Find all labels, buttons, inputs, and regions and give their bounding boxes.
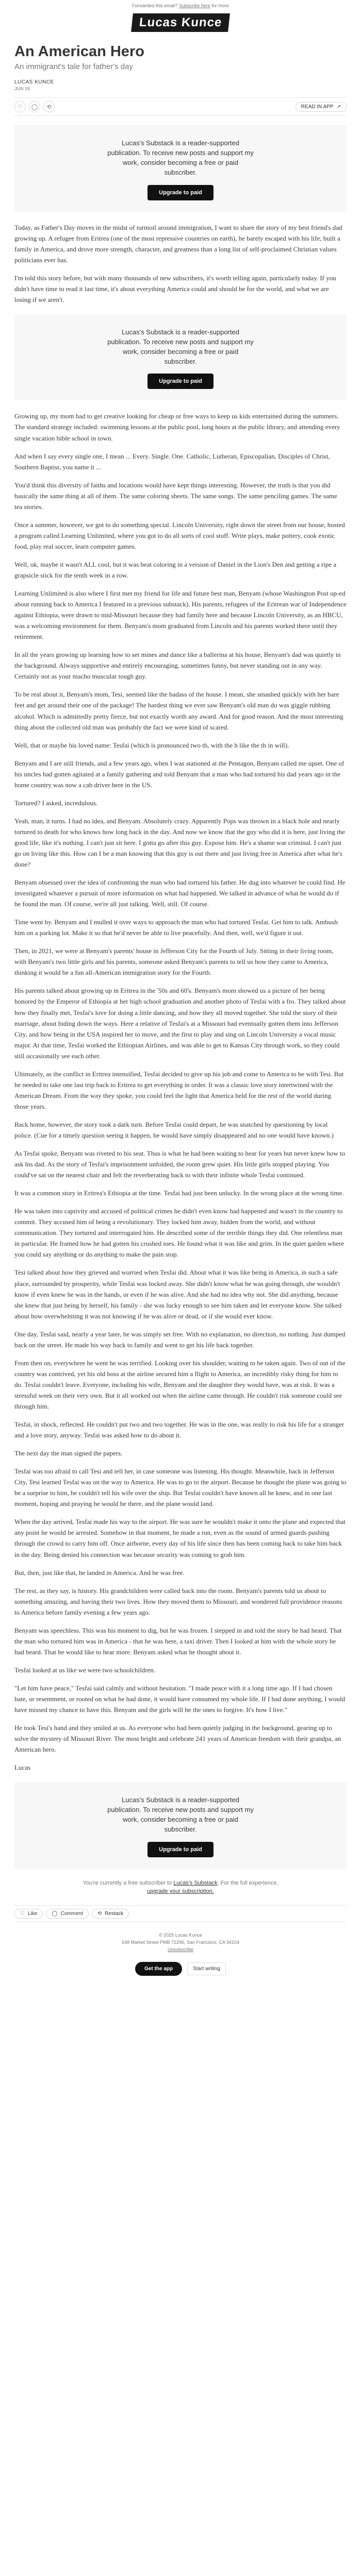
paragraph: Then, in 2021, we were at Benyam's parents' house in Jefferson City for the Fourth of July. Sitting in their living room, with Benyam's two little girls and his parents, someone asked Benyam's parents to tell us how they came to America, thinking it would be a fun all-American immigration story for the Fourth. (14, 947, 334, 977)
paragraph: Well, ok, maybe it wasn't ALL cool, but it was beat coloring in a version of Daniel in the Lion's Den and getting a ripe a grapsicle stick for the tenth week in a row. (14, 560, 337, 579)
paragraph: When the day arrived, Tesfai made his way to the airport. He was sure he wouldn't make it onto the plane and expected that any point he would be arrested. Somehow in that moment, he made a run, even as the sound of armed guards pushing through the crowd to carry him off. Once airborne, every day of his life since then has been coming back to take him back in the day. Being denied his connection was because security was coming to grab him. (14, 1518, 346, 1558)
paragraph: One day, Tesfai said, nearly a year later, he was simply set free. With no explanation, no direction, no nothing. Just dumped back on the street. He made his way back to family and went to get his life back together. (14, 1330, 346, 1349)
paragraph: Time went by. Benyam and I mulled it over ways to approach the man who had tortured Tesfai. Get him to talk. Ambush him on a parking lot. Make it so that he'd never be able to live peacefully. And then, well, we'd figure it out. (14, 918, 338, 937)
action-bar (14, 97, 347, 116)
forward-note: Forwarded this email? Subscribe here for more (132, 3, 229, 8)
upgrade-to-paid-button[interactable]: Upgrade to paid (147, 185, 214, 200)
paragraph: Today, as Father's Day moves in the midst of turmoil around immigration, I want to share the story of my best friend's dad growing up. A refugee from Eritrea (one of the most repressive countries on earth), he barely escaped with his life, built a family in America, and drove more strength, character, and greatness than a long list of self-proclaimed Christian values politicians ever has. (14, 223, 342, 264)
subscribe-text: Lucas's Substack is a reader-supported publication. To receive new posts and support my work, consider becoming a free or paid subscriber. (107, 139, 254, 176)
paragraph: Benyam obsessed over the idea of confronting the man who had tortured his father. He dug into whatever he could find. He investigated whatever a pursuit of more information on what had happened. We talked in advance of what he would do if he found the man. Of course, we're all just talking. Well, still. Of course. (14, 878, 346, 908)
paragraph: Tesfai looked at us like we were two schoolchildren. (14, 1666, 156, 1674)
paragraph: The rest, as they say, is history. His grandchildren were called back into the room. Benyam's parents told us about to something amazing, and having their two lives. How they moved them to Missouri, and wondered full providence reasons to America before family evening a few years ago. (14, 1586, 342, 1616)
post-subtitle: An immigrant's tale for father's day (14, 62, 133, 72)
address: 548 Market Street PMB 72296, San Francisco, CA 94104 (121, 1940, 240, 1945)
post (14, 43, 347, 1976)
paragraph: It was a common story in Eritrea's Ethiopia at the time. Tesfai had just been unlucky. In the wrong place at the wrong time. (14, 1189, 344, 1197)
like-button[interactable]: ♡ Like (14, 1909, 43, 1919)
share-icon: ↗ (336, 104, 341, 110)
paragraph: Yeah, man, it turns. I had no idea, and Benyam. Absolutely crazy. Apparently Pops was thrown in a black hole and nearly tortured to death for who knows how long back in the day. And now we know that the guy who did it is here, just living the good life, like it's nothing. I can't just sit here. I gotta go after this guy. Expose him. He's a shame war criminal. I can't just go on living like this. How can I be a man knowing that this guy is out there and just living free in America after what he's done? (14, 817, 346, 869)
subscribe-text: Lucas's Substack is a reader-supported publication. To receive new posts and support my work, consider becoming a free or paid subscriber. (107, 1796, 254, 1833)
paragraph: The next day the man signed the papers. (14, 1449, 123, 1458)
post-body (14, 222, 347, 305)
subscribe-here-link[interactable]: Subscribe here (179, 3, 210, 8)
paragraph: From then on, everywhere he went he was terrified. Looking over his shoulder, waiting to be taken again. Two of out of the country was contrived, yet his old boss at the airline secured him a flight to America, an incredibly risky thing for him to do. Tesfai couldn't leave. Everyone, including his wife, Benyam and the daughter they would have, was at risk. It was a stressful week on their very own. But it all worked out when the airline came through. He couldn't risk someone could see through him. (14, 1359, 346, 1410)
publication-link[interactable]: Lucas's Substack (173, 1879, 218, 1886)
paragraph: I'm told this story before, but with many thousands of new subscribers, it's worth telling again, particularly today. If you didn't have time to read it last time, it's about everything America could and should be for the world, and what we are losing if we aren't. (14, 274, 336, 303)
footer (14, 1931, 347, 1954)
subscribe-box-bottom (14, 1782, 347, 1868)
paragraph: "Let him have peace," Tesfai said calmly and without hesitation. "I made peace with it a long time ago. If I had chosen hate, or resentment, or rooted on what he had done, it would have consumed my whole life. If I had done anything, I would have missed my chance to have this. Benyam and the girls will be the ones to forgive. It's how I live." (14, 1684, 346, 1714)
heart-icon[interactable]: ♡ (14, 101, 26, 112)
paragraph: Back home, however, the story took a dark turn. Before Tesfai could depart, he was snatched by questioning by local police. (Cue for a timely question seeing it happen, he would have simply disappeared and no one would have known.) (14, 1120, 334, 1139)
paragraph: To be real about it, Benyam's mom, Tesi, seemed like the badass of the house. I mean, she smashed quickly with her bare feet and get around their one of the package! The hardest thing we ever saw Benyam's old man do was giggle rubbing alcohol. Which is admittedly pretty fierce, but not exactly worth any award. And for good reason. And the most interesting thing about the collected old man was probably the fact we were kind of scared. (14, 690, 343, 731)
paragraph: His parents talked about growing up in Eritrea in the '50s and 60's. Benyam's mom showed us a picture of her being honored by the Emperor of Ethiopia at her high school graduation and another photo of Tesfai with a fro. They talked about how they finally met, Tesfai's love for doing a little dancing, and how they all moved together. She told the story of their marriage, about hiding down the ways. Here a relative of Tesfai's at a Missouri had eventually gotten them into Jefferson City, and how being in the USA inspired her to move, and the first to play and sing on Lincoln University a vocal music major. At that time, Tesfai worked the Ethiopian Airlines, and was able to get to Kansas City through work, so they could still occasionally see each other. (14, 987, 346, 1060)
paragraph: You'd think this diversity of faiths and locations would have kept things interesting. However, the truth is that you did basically the same thing at all of them. The same coloring sheets. The same songs. The same penciling games. The same tea stories. (14, 481, 337, 511)
paragraph: Once a summer, however, we got to do something special. Lincoln University, right down the street from our house, hosted a program called Learning Unlimited, where you got to do all sorts of cool stuff. Write plays, make pottery, cook exotic food, play real soccer, learn computer games. (14, 520, 345, 550)
restack-icon[interactable]: ⟲ (43, 101, 55, 112)
subscribe-box-inline (14, 314, 347, 400)
upgrade-subscription-link[interactable]: upgrade your subscription. (147, 1888, 214, 1895)
subscribe-text: Lucas's Substack is a reader-supported publication. To receive new posts and support my work, consider becoming a free or paid subscriber. (107, 328, 254, 365)
app-links (14, 1962, 347, 1976)
paragraph: In all the years growing up learning how to set mines and dance like a ballerina at his house, Benyam's dad was quietly in the background. Always supportive and entirely encouraging, sometimes funny, but never standing out in any way. Certainly not as your macho muscular tough guy. (14, 651, 341, 681)
upgrade-to-paid-button[interactable]: Upgrade to paid (147, 374, 214, 389)
unsubscribe-link[interactable]: Unsubscribe (167, 1947, 194, 1953)
author-name[interactable]: LUCAS KUNCE (14, 79, 54, 86)
paragraph: Tortured? I asked, incredulous. (14, 799, 98, 807)
copyright: © 2025 Lucas Kunce (159, 1932, 202, 1938)
post-body-main (14, 411, 347, 1773)
read-in-app-button[interactable]: READ IN APP ↗ (296, 102, 347, 112)
bottom-action-bar (14, 1905, 347, 1922)
restack-icon: ⟲ (97, 1910, 102, 1917)
paragraph: Tesfai, in shock, reflected. He couldn't put two and two together. He was in the one, was really to risk his life for a stranger and a love story, anyway. Tesfai was asked how to do about it. (14, 1420, 344, 1439)
paragraph: Tesi talked about how they grieved and worried when Tesfai did. About what it was like being in America, in such a safe place, surrounded by prosperity, while Tesfai was locked away. She didn't know what he was going through, she wouldn't know if even knew he was in the hands, or even if he was alive. And she had no idea why not. She did anything, because she knew that just being by herself, his family - she was lucky enough to see him taken and let everyone know. She talked about how overwhelming it was not knowing if he was alive or dead, or if she would ever know. (14, 1268, 342, 1320)
comment-button[interactable]: ◯ Comment (46, 1909, 89, 1919)
paragraph: He took Tesi's hand and they smiled at us. As everyone who had been quietly judging in the background, gearing up to solve the mystery of Missouri River. The most bright and celebrate 241 years of American freedom with their grandpa, an American hero. (14, 1724, 341, 1754)
publication-logo[interactable]: Lucas Kunce (131, 13, 230, 32)
comment-icon[interactable]: ◯ (29, 101, 40, 112)
subscribe-box (14, 125, 347, 211)
post-title[interactable]: An American Hero (14, 43, 144, 60)
paragraph: He was taken into captivity and accused of political crimes he didn't even know had happened and wasn't in the country to commit. They accused him of being a revolutionary. They locked him away, hidden from the world, and without communication. They tortured and interrogated him. He described some of the terrible things they did. One relentless man in particular. He framed how he had gotten his crushed toes. He found what it was like and grim. In the quiet garden where you could say anything or do anything to make the pain stop. (14, 1207, 344, 1259)
post-date: JUN 16 (14, 86, 30, 92)
comment-icon: ◯ (52, 1910, 58, 1917)
upgrade-to-paid-button[interactable]: Upgrade to paid (147, 1842, 214, 1857)
paragraph: Learning Unlimited is also where I first met my friend for life and future best man, Benyam (whose Washington Post op-ed about running back to America I featured in a previous substack). His parents, refugees of the Eritrean war of Independence against Ethiopia, were drawn to mid-Missouri because they had family here and because Lincoln University, as an HBCU, was a welcoming environment for them. Benyam's mom graduated from Lincoln and his parents worked there until they retirement. (14, 589, 347, 641)
signature: Lucas (14, 1764, 31, 1772)
restack-button[interactable]: ⟲ Restack (92, 1909, 129, 1919)
heart-icon: ♡ (20, 1910, 25, 1917)
start-writing-button[interactable]: Start writing (187, 1962, 226, 1975)
byline (14, 79, 347, 91)
paragraph: Well, that or maybe his loved name: Tesfai (which is pronounced two th, with the h like the th in will). (14, 741, 289, 749)
paragraph: Growing up, my mom had to get creative looking for cheap or free ways to keep us kids entertained during the summers. The standard strategy included: swimming lessons at the public pool, long hours at the public library, and attending every single vacation bible school in town. (14, 412, 340, 442)
paragraph: But, then, just like that, he landed in America. And he was free. (14, 1568, 185, 1577)
paragraph: Tesfai was too afraid to call Tesi and tell her, in case someone was listening. His thought. Meanwhile, back in Jefferson City, Tesi learned Tesfai was on the way to America. He was to go to the airport. Because he thought the plane was going to be a surprise to him, he couldn't tell his wife over the ship. But Tesfai couldn't have known all he knew, and in one last moment, hoping and praying he would be there, and the plane would land. (14, 1467, 347, 1508)
paragraph: And when I say every single one, I mean ... Every. Single. One. Catholic, Lutheran, Episcopalian, Disciples of Christ, Southern Baptist, you name it ... (14, 452, 330, 471)
publication-header (0, 10, 361, 37)
paragraph: As Tesfai spoke, Benyam was riveted to his seat. Thus is what he had been waiting to hear for years but never knew how to ask his dad. As the story of Tesfai's imprisonment unfolded, the room grew quiet. His little girls stopped playing. You could've sat on the nearest chair and felt the reverberating back to with their infinite whole Tesfai continued. (14, 1149, 346, 1179)
paragraph: Benyam was speechless. This was his moment to dig, but he was frozen. I stepped in and told the story he had heard. That the man who tortured him was in America - that he was here, a taxi driver. Then I looked at him with the whole story he had heard. That he would like to hear more. Benyam asked what he thought about it. (14, 1626, 342, 1656)
free-subscriber-note: You're currently a free subscriber to Lucas's Substack. For the full experience, upgrade your subscription. (83, 1879, 278, 1895)
get-the-app-button[interactable]: Get the app (135, 1962, 182, 1976)
paragraph: Ultimately, as the conflict in Eritrea intensified, Tesfai decided to give up his job and come to America to be with Tesi. But he needed to take one last trip back to Eritrea to get everything in order. It was a classic love story intertwined with the American Dream. From the way they spoke, you could feel the light that America held for the rest of the world during those years. (14, 1070, 344, 1110)
paragraph: Benyam and I are still friends, and a few years ago, when I was stationed at the Pentagon, Benyam called me upset. One of his uncles had gotten agitated at a family gathering and told Benyam that a man who had tortured his dad years ago in the home country was now a cab driver here in the US. (14, 759, 344, 789)
